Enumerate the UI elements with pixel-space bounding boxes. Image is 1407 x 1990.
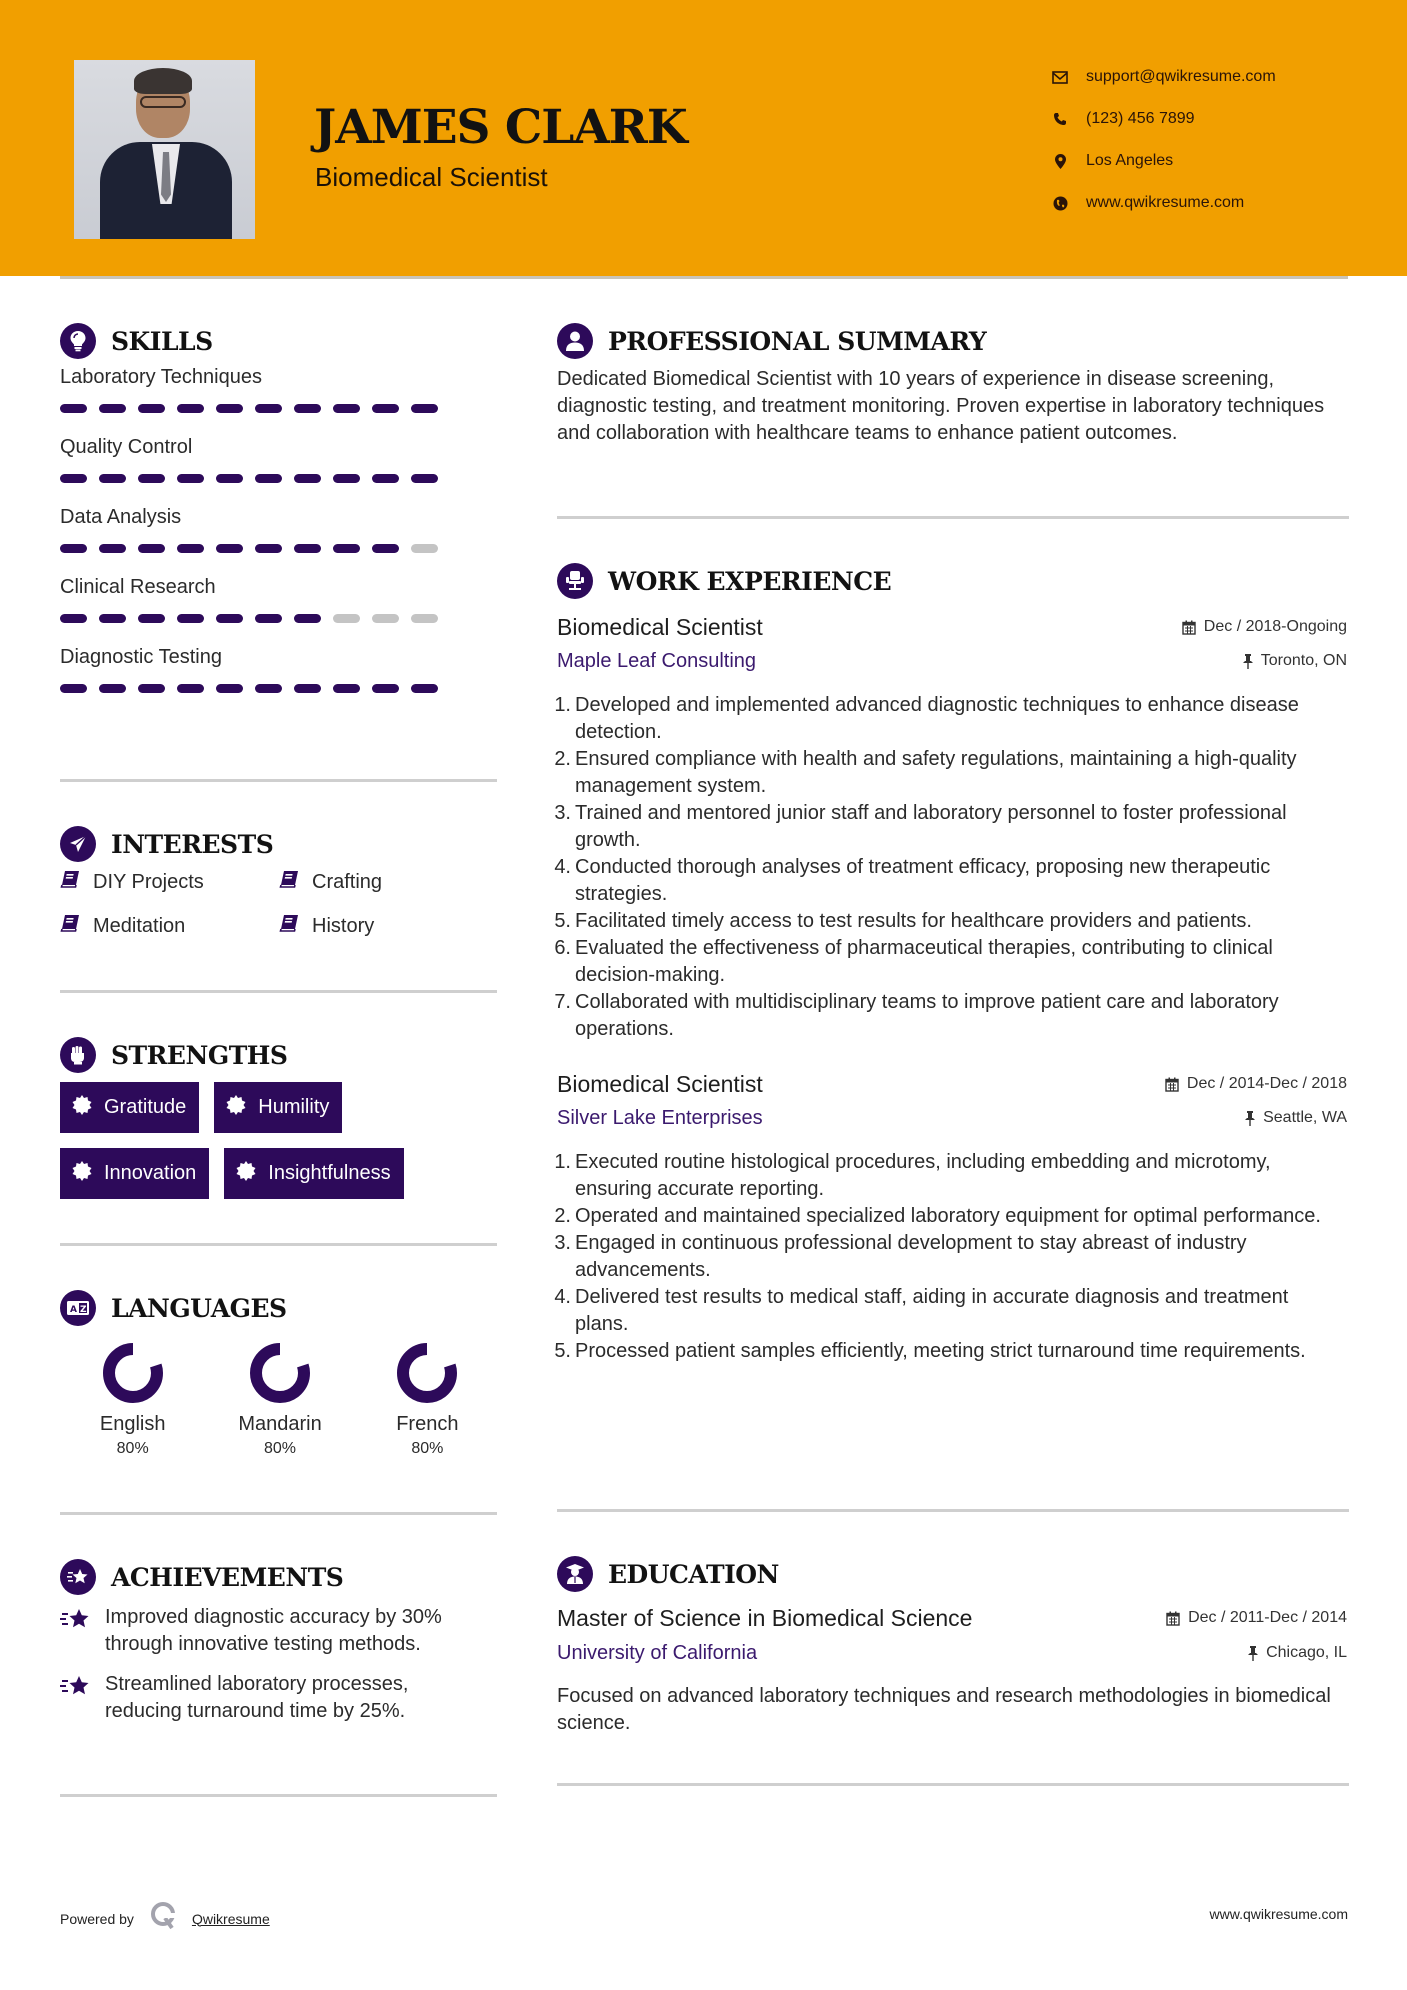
resume-header: [0, 0, 1407, 276]
job-bullet: 2. Operated and maintained specialized laboratory equipment for optimal performance.: [554, 1205, 1321, 1227]
skill-name: Clinical Research: [60, 576, 216, 598]
skill-level-bar: [60, 544, 500, 554]
experience-heading: WORK EXPERIENCE: [608, 566, 892, 596]
raised-fist-icon: [60, 1037, 96, 1073]
qwikresume-logo-icon: [150, 1901, 178, 1936]
graduate-icon: [557, 1556, 593, 1592]
summary-section: [557, 322, 1349, 447]
job-bullet: 5. Processed patient samples efficiently, meeting strict turnaround time requirements.: [554, 1340, 1306, 1362]
job-bullet: 5. Facilitated timely access to test results for healthcare providers and patients.: [554, 910, 1252, 932]
strength-tag: Humility: [214, 1082, 342, 1133]
section-divider: [557, 1509, 1349, 1512]
skill-name: Data Analysis: [60, 506, 182, 528]
pushpin-icon: [1245, 1111, 1255, 1126]
contact-email[interactable]: support@qwikresume.com: [1050, 56, 1276, 98]
book-icon: [279, 914, 299, 939]
job-company: Maple Leaf Consulting: [557, 649, 757, 672]
job-bullet: 3. Engaged in continuous professional development to stay abreast of industry advancements.: [554, 1232, 1247, 1281]
candidate-title: Biomedical Scientist: [315, 162, 548, 192]
achievement-item: Streamlined laboratory processes, reducing turnaround time by 25%.: [60, 1671, 500, 1725]
job-entry: [554, 610, 1347, 1043]
header-divider: [60, 276, 1348, 279]
education-entry: [557, 1601, 1347, 1737]
badge-icon: [72, 1095, 92, 1121]
job-title: Biomedical Scientist: [557, 613, 763, 640]
globe-icon: [1050, 193, 1070, 213]
language-progress-ring: [397, 1343, 457, 1403]
contact-location: Los Angeles: [1050, 140, 1276, 182]
languages-section: [60, 1289, 500, 1458]
section-divider: [557, 516, 1349, 519]
candidate-name: JAMES CLARK: [314, 100, 687, 155]
section-divider: [60, 1243, 497, 1246]
skill-name: Quality Control: [60, 436, 193, 458]
section-divider: [60, 1794, 497, 1797]
job-bullet: 1. Executed routine histological procedures, including embedding and microtomy, ensuring accurate reporting.: [554, 1151, 1271, 1200]
job-company: Silver Lake Enterprises: [557, 1106, 763, 1129]
summary-text: Dedicated Biomedical Scientist with 10 years of experience in disease screening, diagnostic testing, and treatment monitoring. Proven expertise in laboratory techniques and collaboration with healthcare teams to enhance patient outcomes.: [557, 368, 1325, 444]
interest-item: DIY Projects: [60, 869, 279, 895]
education-description: Focused on advanced laboratory techniques and research methodologies in biomedical science.: [557, 1685, 1331, 1734]
language-item: Mandarin 80%: [205, 1343, 354, 1458]
achievement-item: Improved diagnostic accuracy by 30% through innovative testing methods.: [60, 1604, 500, 1658]
job-dates: Dec / 2014-Dec / 2018: [1165, 1075, 1347, 1093]
section-divider: [60, 990, 497, 993]
phone-icon: [1050, 109, 1070, 129]
job-dates: Dec / 2018-Ongoing: [1182, 618, 1347, 636]
experience-section: [554, 562, 1349, 1365]
skill-name: Laboratory Techniques: [60, 366, 262, 388]
strengths-section: [60, 1036, 500, 1199]
job-bullets: [554, 1149, 1347, 1365]
profile-photo: [74, 60, 255, 239]
job-bullet: 4. Conducted thorough analyses of treatment efficacy, proposing new therapeutic strategies.: [554, 856, 1271, 905]
job-bullet: 7. Collaborated with multidisciplinary teams to improve patient care and laboratory operations.: [554, 991, 1279, 1040]
skill-level-bar: [60, 684, 500, 694]
map-marker-icon: [1050, 151, 1070, 171]
calendar-icon: [1182, 620, 1196, 635]
pushpin-icon: [1248, 1646, 1258, 1661]
skill-level-bar: [60, 614, 500, 624]
interest-item: Crafting: [279, 869, 479, 895]
section-divider: [60, 779, 497, 782]
shooting-star-icon: [60, 1671, 92, 1702]
school: University of California: [557, 1641, 758, 1664]
shooting-star-icon: [60, 1559, 96, 1595]
contact-website[interactable]: www.qwikresume.com: [1050, 182, 1276, 224]
job-bullet: 3. Trained and mentored junior staff and laboratory personnel to foster professional growth.: [554, 802, 1287, 851]
job-location: Seattle, WA: [1245, 1109, 1347, 1127]
paper-plane-icon: [60, 826, 96, 862]
interest-item: Meditation: [60, 913, 279, 939]
job-location: Toronto, ON: [1243, 652, 1347, 670]
language-progress-ring: [103, 1343, 163, 1403]
shooting-star-icon: [60, 1604, 92, 1635]
translate-icon: [60, 1290, 96, 1326]
lightbulb-icon: [60, 323, 96, 359]
job-bullet: 1. Developed and implemented advanced diagnostic techniques to enhance disease detection.: [554, 694, 1299, 743]
language-item: French 80%: [355, 1343, 500, 1458]
calendar-icon: [1165, 1077, 1179, 1092]
powered-by-label: Powered by: [60, 1910, 134, 1927]
strength-tag: Innovation: [60, 1148, 209, 1199]
badge-icon: [226, 1095, 246, 1121]
badge-icon: [72, 1161, 92, 1187]
svg-text:A: A: [70, 1305, 77, 1315]
strength-tag: Insightfulness: [224, 1148, 403, 1199]
skills-section: [60, 322, 500, 714]
svg-text:Z: Z: [80, 1305, 87, 1315]
skill-name: Diagnostic Testing: [60, 646, 222, 668]
footer-powered-by: [60, 1901, 270, 1936]
job-bullets: [554, 692, 1347, 1043]
job-title: Biomedical Scientist: [557, 1070, 763, 1097]
contact-list: [1050, 56, 1276, 224]
education-heading: EDUCATION: [608, 1559, 779, 1589]
calendar-icon: [1166, 1611, 1180, 1626]
interests-section: [60, 825, 500, 939]
education-location: Chicago, IL: [1248, 1644, 1347, 1662]
skill-level-bar: [60, 404, 500, 414]
book-icon: [60, 914, 80, 939]
achievements-heading: ACHIEVEMENTS: [111, 1562, 344, 1592]
skill-level-bar: [60, 474, 500, 484]
achievements-section: [60, 1558, 500, 1725]
education-dates: Dec / 2011-Dec / 2014: [1166, 1609, 1347, 1627]
interests-heading: INTERESTS: [111, 829, 274, 859]
language-item: English 80%: [60, 1343, 205, 1458]
footer-website-link[interactable]: www.qwikresume.com: [1209, 1906, 1348, 1922]
job-bullet: 2. Ensured compliance with health and safety regulations, maintaining a high-quality management system.: [554, 748, 1297, 797]
book-icon: [279, 870, 299, 895]
office-chair-icon: [557, 563, 593, 599]
language-progress-ring: [250, 1343, 310, 1403]
pushpin-icon: [1243, 654, 1253, 669]
book-icon: [60, 870, 80, 895]
job-bullet: 4. Delivered test results to medical staff, aiding in accurate diagnosis and treatment plans.: [554, 1286, 1289, 1335]
degree: Master of Science in Biomedical Science: [557, 1604, 973, 1631]
summary-heading: PROFESSIONAL SUMMARY: [608, 326, 987, 356]
section-divider: [60, 1512, 497, 1515]
badge-icon: [236, 1161, 256, 1187]
envelope-icon: [1050, 67, 1070, 87]
section-divider: [557, 1783, 1349, 1786]
qwikresume-link[interactable]: Qwikresume: [191, 1910, 270, 1927]
user-icon: [557, 323, 593, 359]
strengths-heading: STRENGTHS: [111, 1040, 288, 1070]
skills-heading: SKILLS: [111, 326, 213, 356]
languages-heading: LANGUAGES: [111, 1293, 287, 1323]
interest-item: History: [279, 913, 479, 939]
strength-tag: Gratitude: [60, 1082, 199, 1133]
job-bullet: 6. Evaluated the effectiveness of pharmaceutical therapies, contributing to clinical decision-making.: [554, 937, 1273, 986]
job-entry: [554, 1067, 1347, 1365]
contact-phone[interactable]: (123) 456 7899: [1050, 98, 1276, 140]
education-section: [557, 1555, 1349, 1737]
